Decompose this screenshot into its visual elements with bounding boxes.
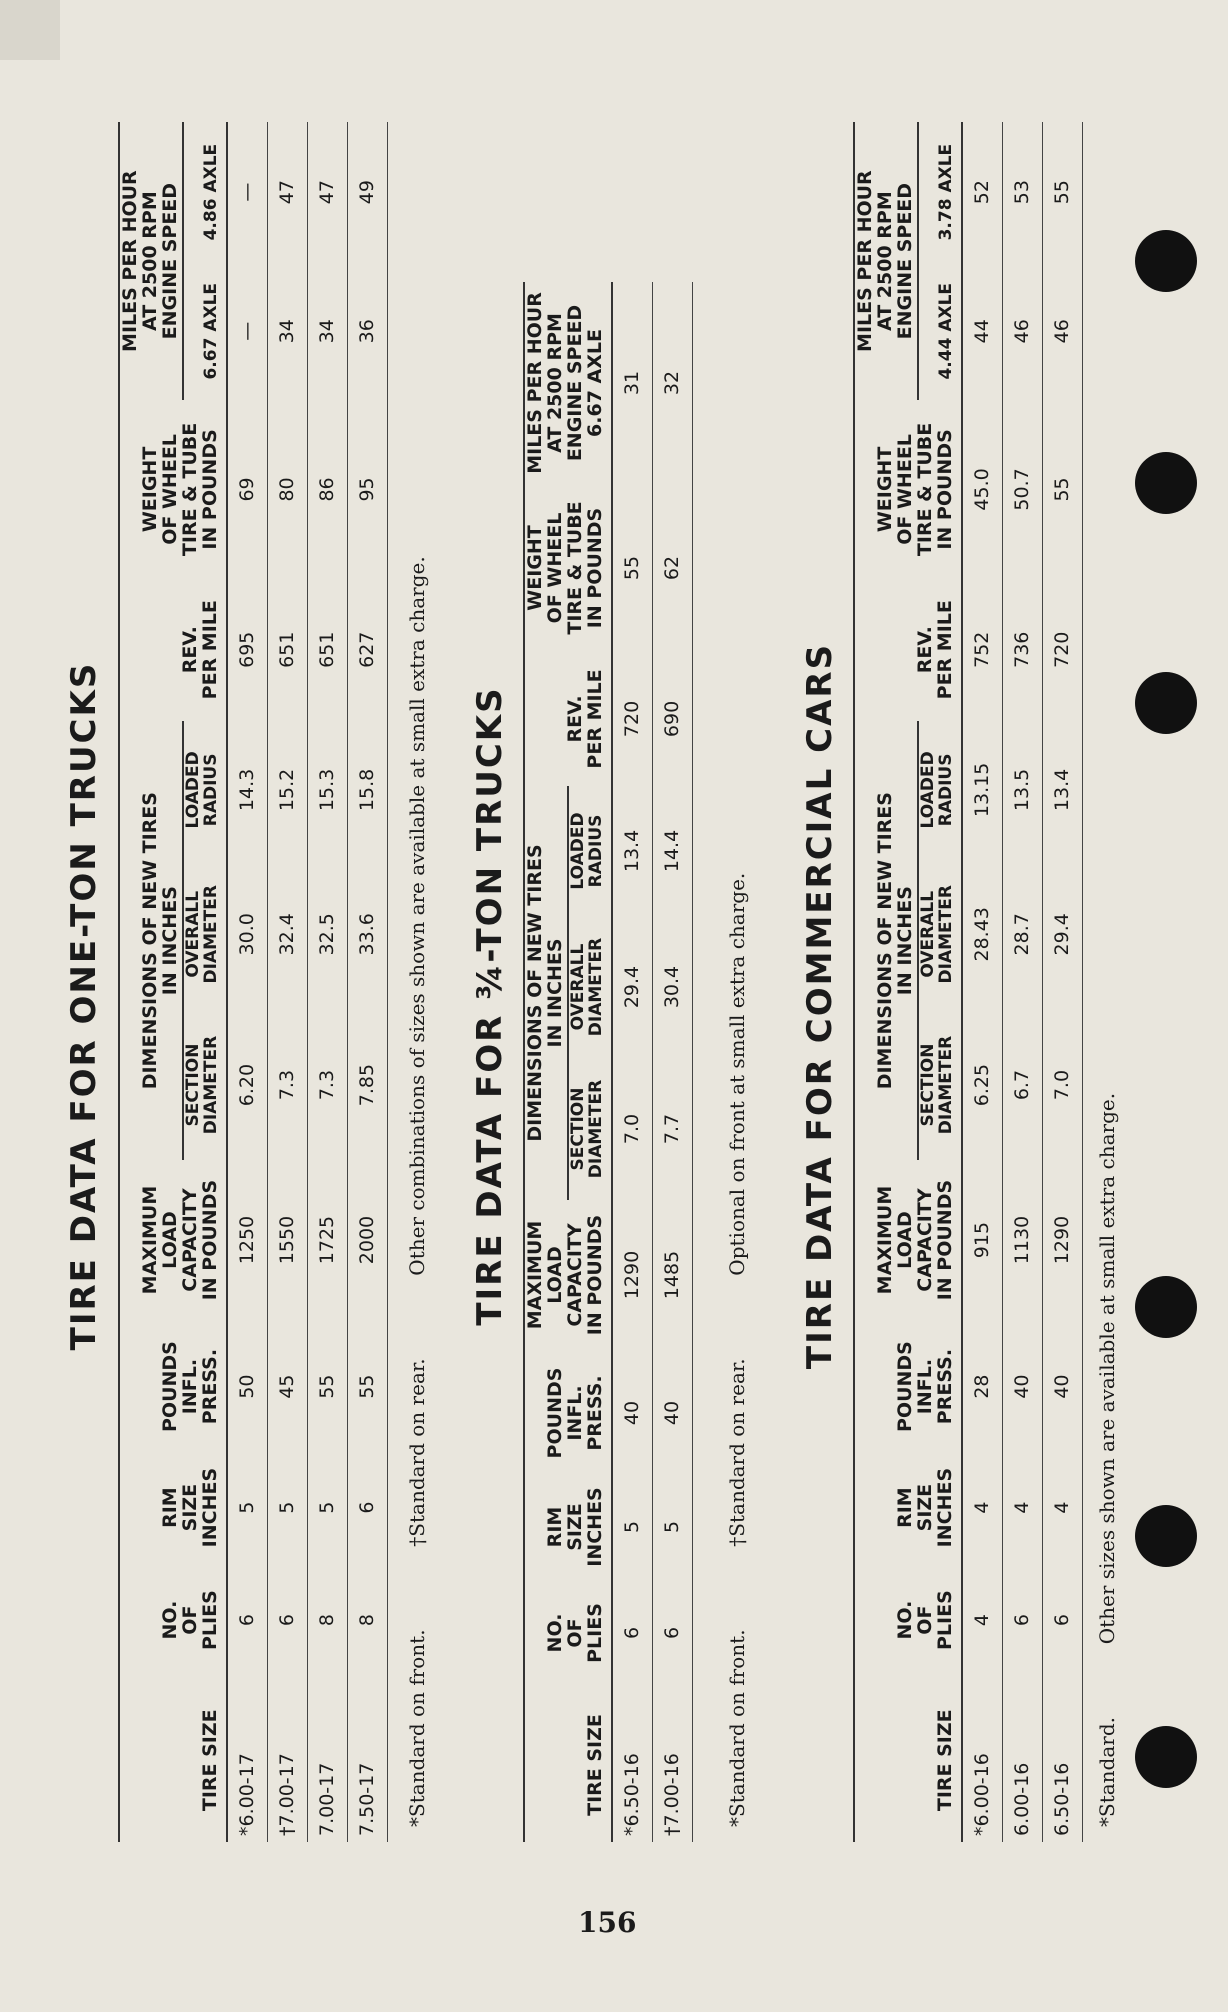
col-overall: OVERALL DIAMETER [568, 916, 612, 1058]
binder-hole [1135, 1726, 1197, 1788]
table-cell: 7.50-17 [356, 1762, 378, 1836]
table-cell: 28 [971, 1374, 994, 1399]
table-cell: 6 [276, 1614, 298, 1627]
table-cell: 5 [661, 1520, 683, 1534]
table-cell: 690 [661, 700, 683, 738]
table-cell: 45.0 [971, 468, 994, 511]
col-tire-size: TIRE SIZE [119, 1679, 227, 1843]
col-rev: REV. PER MILE [119, 579, 227, 721]
table-cell: 34 [276, 319, 298, 344]
table-cell: 28.7 [1011, 913, 1033, 956]
table-cell: 6.20 [236, 1063, 259, 1107]
table-cell: — [236, 321, 259, 341]
table-cell: 86 [316, 477, 338, 502]
col-mph-group: MILES PER HOUR AT 2500 RPM ENGINE SPEED 6.67 AXLE [524, 282, 612, 484]
table-cell: 62 [661, 555, 683, 581]
table-row [1042, 122, 1082, 1842]
table-cell: 6 [236, 1614, 259, 1627]
table-cell: 40 [1011, 1374, 1033, 1399]
table-cell: 55 [1051, 180, 1073, 205]
col-mph-a: 6.67 AXLE [183, 262, 227, 400]
table-cell: 36 [356, 319, 378, 344]
col-load: MAXIMUM LOAD CAPACITY IN POUNDS [854, 1160, 962, 1319]
table-cell: 5 [316, 1501, 338, 1514]
table-cell: 7.7 [661, 1113, 683, 1145]
col-press: POUNDS INFL. PRESS. [854, 1320, 962, 1454]
table-cell: 651 [276, 631, 298, 668]
table-cell: 30.4 [661, 965, 683, 1009]
one-ton-table [118, 122, 388, 1842]
table-cell: 6 [661, 1626, 683, 1640]
table-cell: 30.0 [236, 913, 259, 956]
table-cell: — [236, 182, 259, 202]
table-cell: 651 [316, 631, 338, 668]
table-cell: 55 [621, 555, 644, 581]
binder-hole [1135, 230, 1197, 292]
table-cell: 7.3 [276, 1069, 298, 1101]
col-load: MAXIMUM LOAD CAPACITY IN POUNDS [119, 1160, 227, 1319]
table-cell: 1130 [1011, 1215, 1033, 1265]
table-cell: 32.4 [276, 913, 298, 956]
col-plies: NO. OF PLIES [854, 1562, 962, 1679]
note-optional: Optional on front at small extra charge. [725, 872, 749, 1276]
table-cell: 15.3 [316, 768, 338, 812]
note-rear: †Standard on rear. [725, 1358, 749, 1547]
col-weight: WEIGHT OF WHEEL TIRE & TUBE IN POUNDS [524, 484, 612, 652]
one-ton-body [227, 122, 387, 1842]
col-rim: RIM SIZE INCHES [119, 1453, 227, 1561]
table-cell: 46 [1011, 319, 1033, 344]
table-cell: 14.3 [236, 768, 259, 812]
binder-hole [1135, 1505, 1197, 1567]
col-overall: OVERALL DIAMETER [183, 859, 227, 1010]
table-cell: 1725 [316, 1215, 338, 1265]
three-quarter-ton-section [440, 0, 770, 2012]
note-front: *Standard on front. [725, 1629, 749, 1827]
commercial-cars-table [853, 122, 1083, 1842]
table-cell: 13.4 [1051, 768, 1073, 812]
table-cell: 80 [276, 477, 298, 502]
table-cell: 627 [356, 631, 378, 668]
table-cell: 49 [356, 180, 378, 205]
table-cell: 752 [971, 631, 994, 668]
table-cell: 5 [236, 1501, 259, 1514]
table-row [612, 282, 652, 1842]
table-cell: 13.15 [971, 762, 994, 818]
table-cell: 8 [356, 1614, 378, 1627]
table-cell: 1290 [1051, 1215, 1073, 1265]
col-load: MAXIMUM LOAD CAPACITY IN POUNDS [524, 1200, 612, 1350]
table-cell: 7.0 [621, 1113, 644, 1145]
table-cell: 55 [316, 1374, 338, 1399]
table-cell: 32 [661, 370, 683, 396]
col-plies: NO. OF PLIES [119, 1562, 227, 1679]
col-mph-b: 4.86 AXLE [183, 122, 227, 262]
table-cell: 5 [276, 1501, 298, 1514]
col-dims-group: DIMENSIONS OF NEW TIRES IN INCHES [874, 792, 916, 1090]
table-cell: *6.00-16 [971, 1753, 994, 1836]
table-cell: 33.6 [356, 913, 378, 956]
col-press: POUNDS INFL. PRESS. [119, 1320, 227, 1454]
table-row [307, 122, 347, 1842]
table-cell: 53 [1011, 180, 1033, 205]
table-cell: 29.4 [1051, 913, 1073, 956]
binder-hole [1135, 672, 1197, 734]
table-cell: 6 [1011, 1614, 1033, 1627]
table-row [1002, 122, 1042, 1842]
table-cell: 1485 [661, 1250, 683, 1300]
col-weight: WEIGHT OF WHEEL TIRE & TUBE IN POUNDS [119, 400, 227, 578]
col-tire-size: TIRE SIZE [854, 1679, 962, 1843]
table-row [347, 122, 387, 1842]
table-cell: 29.4 [621, 965, 644, 1009]
table-cell: 6 [621, 1626, 644, 1640]
table-cell: 13.4 [621, 829, 644, 873]
col-plies: NO. OF PLIES [524, 1578, 612, 1688]
table-cell: 4 [971, 1614, 994, 1627]
commercial-cars-body [962, 122, 1082, 1842]
table-cell: †7.00-16 [661, 1753, 683, 1836]
col-mph-group: MILES PER HOUR AT 2500 RPM ENGINE SPEED [119, 170, 181, 352]
three-quarter-ton-table [523, 282, 693, 1842]
table-cell: 6.00-16 [1011, 1762, 1033, 1836]
table-cell: †7.00-17 [276, 1753, 298, 1836]
table-cell: 1550 [276, 1215, 298, 1265]
table-cell: 5 [621, 1520, 644, 1534]
table-cell: 4 [971, 1501, 994, 1514]
table-cell: 7.00-17 [316, 1762, 338, 1836]
table-cell: 1290 [621, 1250, 644, 1300]
table-cell: 13.5 [1011, 768, 1033, 812]
table-cell: 4 [1051, 1501, 1073, 1514]
col-mph-b: 3.78 AXLE [918, 122, 962, 262]
table-cell: 40 [661, 1400, 683, 1426]
table-cell: 32.5 [316, 913, 338, 956]
table-cell: 31 [621, 370, 644, 396]
table-cell: 15.8 [356, 768, 378, 812]
one-ton-title: TIRE DATA FOR ONE-TON TRUCKS [64, 661, 104, 1351]
table-cell: 47 [316, 180, 338, 205]
table-cell: *6.50-16 [621, 1753, 644, 1836]
table-cell: 95 [356, 477, 378, 502]
page-number: 156 [578, 1906, 637, 1939]
table-cell: 915 [971, 1221, 994, 1259]
table-cell: 40 [621, 1400, 644, 1426]
table-cell: 720 [1051, 631, 1073, 668]
table-cell: 8 [316, 1614, 338, 1627]
note-rear: †Standard on rear. [405, 1358, 429, 1547]
binder-hole [1135, 452, 1197, 514]
table-cell: 6 [356, 1501, 378, 1514]
table-cell: 52 [971, 180, 994, 205]
three-quarter-ton-body [612, 282, 692, 1842]
one-ton-notes [405, 556, 429, 1827]
commercial-cars-notes [1095, 1093, 1119, 1827]
col-section: SECTION DIAMETER [568, 1058, 612, 1200]
table-cell: 50.7 [1011, 468, 1033, 511]
table-cell: 34 [316, 319, 338, 344]
table-row [267, 122, 307, 1842]
one-ton-section [0, 0, 440, 2012]
note-standard: *Standard. [1095, 1717, 1119, 1827]
col-section: SECTION DIAMETER [183, 1010, 227, 1161]
table-cell: 28.43 [971, 907, 994, 962]
three-quarter-ton-title: TIRE DATA FOR ¾-TON TRUCKS [470, 686, 510, 1326]
col-mph-group: MILES PER HOUR AT 2500 RPM ENGINE SPEED [854, 170, 916, 352]
table-cell: 15.2 [276, 768, 298, 812]
col-rim: RIM SIZE INCHES [854, 1453, 962, 1561]
table-cell: 40 [1051, 1374, 1073, 1399]
table-cell: 6.7 [1011, 1069, 1033, 1101]
table-cell: 695 [236, 631, 259, 668]
note-front: *Standard on front. [405, 1629, 429, 1827]
commercial-cars-section [770, 0, 1170, 2012]
table-cell: 45 [276, 1374, 298, 1399]
note-other: Other sizes shown are available at small extra charge. [1095, 1092, 1119, 1645]
col-rev: REV. PER MILE [524, 652, 612, 786]
three-quarter-ton-notes [725, 873, 749, 1827]
col-tire-size: TIRE SIZE [524, 1688, 612, 1842]
col-mph-a: 4.44 AXLE [918, 262, 962, 400]
table-cell: 1250 [236, 1215, 259, 1265]
col-overall: OVERALL DIAMETER [918, 859, 962, 1010]
table-cell: 47 [276, 180, 298, 205]
table-cell: 46 [1051, 319, 1073, 344]
table-cell: 55 [356, 1374, 378, 1399]
table-cell: 2000 [356, 1215, 378, 1265]
table-cell: *6.00-17 [236, 1753, 259, 1836]
col-radius: LOADED RADIUS [183, 721, 227, 859]
table-row [227, 122, 267, 1842]
col-rim: RIM SIZE INCHES [524, 1476, 612, 1578]
col-weight: WEIGHT OF WHEEL TIRE & TUBE IN POUNDS [854, 400, 962, 578]
table-cell: 6 [1051, 1614, 1073, 1627]
note-other: Other combinations of sizes shown are available at small extra charge. [405, 556, 429, 1276]
table-cell: 4 [1011, 1501, 1033, 1514]
table-cell: 7.0 [1051, 1069, 1073, 1101]
table-cell: 720 [621, 700, 644, 738]
table-row [652, 282, 692, 1842]
table-cell: 6.50-16 [1051, 1762, 1073, 1836]
table-cell: 50 [236, 1374, 259, 1399]
col-dims-group: DIMENSIONS OF NEW TIRES IN INCHES [524, 844, 566, 1142]
col-dims-group: DIMENSIONS OF NEW TIRES IN INCHES [139, 792, 181, 1090]
table-row [962, 122, 1002, 1842]
col-rev: REV. PER MILE [854, 579, 962, 721]
col-press: POUNDS INFL. PRESS. [524, 1350, 612, 1476]
col-section: SECTION DIAMETER [918, 1010, 962, 1161]
col-radius: LOADED RADIUS [918, 721, 962, 859]
binder-hole [1135, 1276, 1197, 1338]
table-cell: 736 [1011, 631, 1033, 668]
table-cell: 7.3 [316, 1069, 338, 1101]
commercial-cars-title: TIRE DATA FOR COMMERCIAL CARS [800, 642, 840, 1370]
table-cell: 7.85 [356, 1063, 378, 1107]
table-cell: 44 [971, 319, 994, 344]
table-cell: 6.25 [971, 1063, 994, 1107]
table-cell: 14.4 [661, 829, 683, 873]
col-radius: LOADED RADIUS [568, 786, 612, 916]
table-cell: 55 [1051, 477, 1073, 502]
table-cell: 69 [236, 477, 259, 502]
